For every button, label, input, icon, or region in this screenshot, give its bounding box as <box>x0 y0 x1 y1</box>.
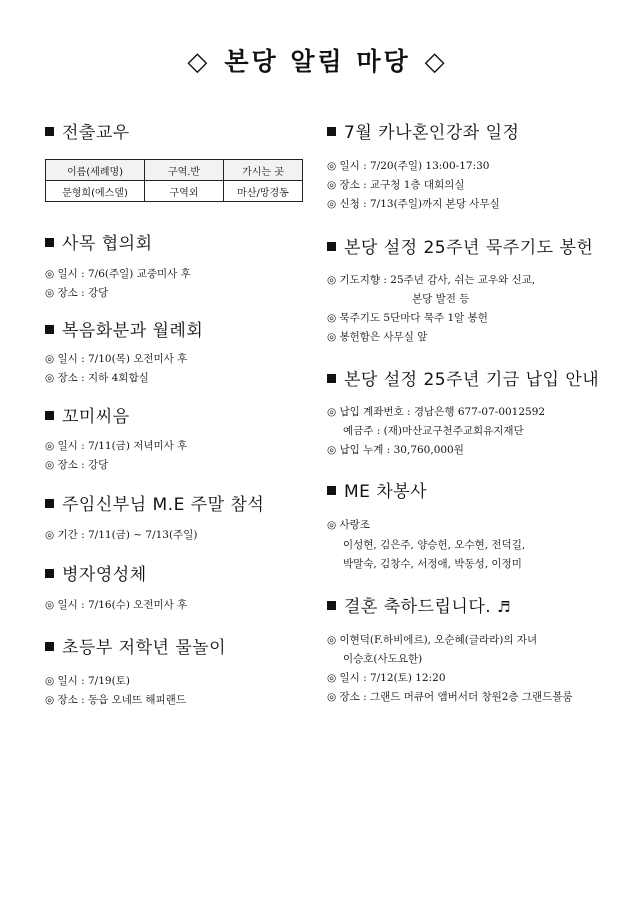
section-heading-evangelization <box>45 316 203 341</box>
square-bullet-icon <box>45 499 54 508</box>
section-heading-fund <box>327 365 599 390</box>
info-line: ◎ 일시 : 7/6(주일) 교중미사 후 <box>45 268 191 280</box>
section-heading-cana-course <box>327 118 519 143</box>
heading-text: 전출교우 <box>62 123 130 143</box>
heading-text: 병자영성체 <box>62 565 147 585</box>
info-line: ◎ 일시 : 7/20(주일) 13:00-17:30 <box>327 160 490 172</box>
table-header-cell: 가시는 곳 <box>224 160 303 181</box>
info-line: ◎ 장소 : 교구청 1층 대회의실 <box>327 179 465 191</box>
square-bullet-icon <box>327 486 336 495</box>
info-line: ◎ 신청 : 7/13(주일)까지 본당 사무실 <box>327 198 500 210</box>
info-line: ◎ 장소 : 강당 <box>45 459 109 471</box>
section-heading-rosary <box>327 233 593 258</box>
section-heading-pastoral-council <box>45 229 153 254</box>
square-bullet-icon <box>327 374 336 383</box>
square-bullet-icon <box>45 127 54 136</box>
transfer-table <box>45 159 303 202</box>
heading-text: 초등부 저학년 물놀이 <box>62 638 227 658</box>
square-bullet-icon <box>45 325 54 334</box>
table-header-cell: 이름(세례명) <box>46 160 145 181</box>
heading-text: 주임신부님 M.E 주말 참석 <box>62 495 265 515</box>
heading-text: ME 차봉사 <box>344 482 428 502</box>
section-heading-me-service <box>327 477 427 502</box>
page-title <box>0 42 635 78</box>
info-line: ◎ 장소 : 그랜드 머큐어 앰버서더 창원2층 그랜드볼룸 <box>327 691 573 703</box>
table-cell: 문형희(에스델) <box>46 181 145 202</box>
info-line: ◎ 일시 : 7/12(토) 12:20 <box>327 672 446 684</box>
info-line: 예금주 : (재)마산교구천주교회유지재단 <box>343 425 524 437</box>
info-line: ◎ 납입 계좌번호 : 경남은행 677-07-0012592 <box>327 406 546 418</box>
info-line: ◎ 기도지향 : 25주년 감사, 쉬는 교우와 신교, <box>327 274 536 286</box>
info-line: ◎ 일시 : 7/16(수) 오전미사 후 <box>45 599 188 611</box>
info-line: ◎ 이현덕(F.하비에르), 오순혜(글라라)의 자녀 <box>327 634 538 646</box>
table-header-cell: 구역.반 <box>145 160 224 181</box>
table-row <box>46 181 303 202</box>
section-heading-transfer <box>45 118 130 143</box>
heading-text: 본당 설정 25주년 기금 납입 안내 <box>344 370 600 390</box>
table-cell: 마산/망경동 <box>224 181 303 202</box>
section-heading-sick-communion <box>45 560 147 585</box>
square-bullet-icon <box>45 569 54 578</box>
heading-text: 복음화분과 월례회 <box>62 321 204 341</box>
square-bullet-icon <box>327 242 336 251</box>
info-line: 이승호(사도요한) <box>343 653 423 665</box>
diamond-icon-right: ◇ <box>424 47 448 77</box>
info-line: ◎ 일시 : 7/10(목) 오전미사 후 <box>45 353 188 365</box>
section-heading-kkomi <box>45 402 130 427</box>
diamond-icon-left: ◇ <box>187 47 211 77</box>
info-line: ◎ 납입 누계 : 30,760,000원 <box>327 444 464 456</box>
info-line: ◎ 봉헌함은 사무실 앞 <box>327 331 428 343</box>
music-note-icon: ♬ <box>497 598 512 616</box>
heading-text: 사목 협의회 <box>62 234 153 254</box>
heading-text: 본당 설정 25주년 묵주기도 봉헌 <box>344 238 594 258</box>
info-line: ◎ 사랑조 <box>327 519 370 531</box>
info-line: ◎ 장소 : 강당 <box>45 287 109 299</box>
square-bullet-icon <box>45 238 54 247</box>
page-title-text: 본당 알림 마당 <box>224 47 411 76</box>
section-heading-me-weekend <box>45 490 264 515</box>
info-line: ◎ 일시 : 7/11(금) 저녁미사 후 <box>45 440 188 452</box>
section-heading-wedding <box>327 592 511 617</box>
table-cell: 구역외 <box>145 181 224 202</box>
info-line: ◎ 장소 : 지하 4회합실 <box>45 372 149 384</box>
square-bullet-icon <box>45 411 54 420</box>
square-bullet-icon <box>45 642 54 651</box>
section-heading-water-play <box>45 633 226 658</box>
square-bullet-icon <box>327 601 336 610</box>
info-line: ◎ 일시 : 7/19(토) <box>45 675 130 687</box>
info-line: 본당 발전 등 <box>412 293 470 305</box>
info-line: ◎ 장소 : 동읍 오네뜨 해피랜드 <box>45 694 186 706</box>
square-bullet-icon <box>327 127 336 136</box>
info-line: 이성현, 김은주, 양승헌, 오수현, 전덕길, <box>343 539 526 551</box>
heading-text: 결혼 축하드립니다. <box>344 597 492 617</box>
heading-text: 꼬미씨음 <box>62 407 130 427</box>
info-line: ◎ 기간 : 7/11(금) ~ 7/13(주일) <box>45 529 198 541</box>
heading-text: 7월 카나혼인강좌 일정 <box>344 123 520 143</box>
info-line: 박말숙, 김창수, 서정애, 박동성, 이정미 <box>343 558 522 570</box>
table-header-row <box>46 160 303 181</box>
info-line: ◎ 묵주기도 5단마다 묵주 1알 봉헌 <box>327 312 488 324</box>
